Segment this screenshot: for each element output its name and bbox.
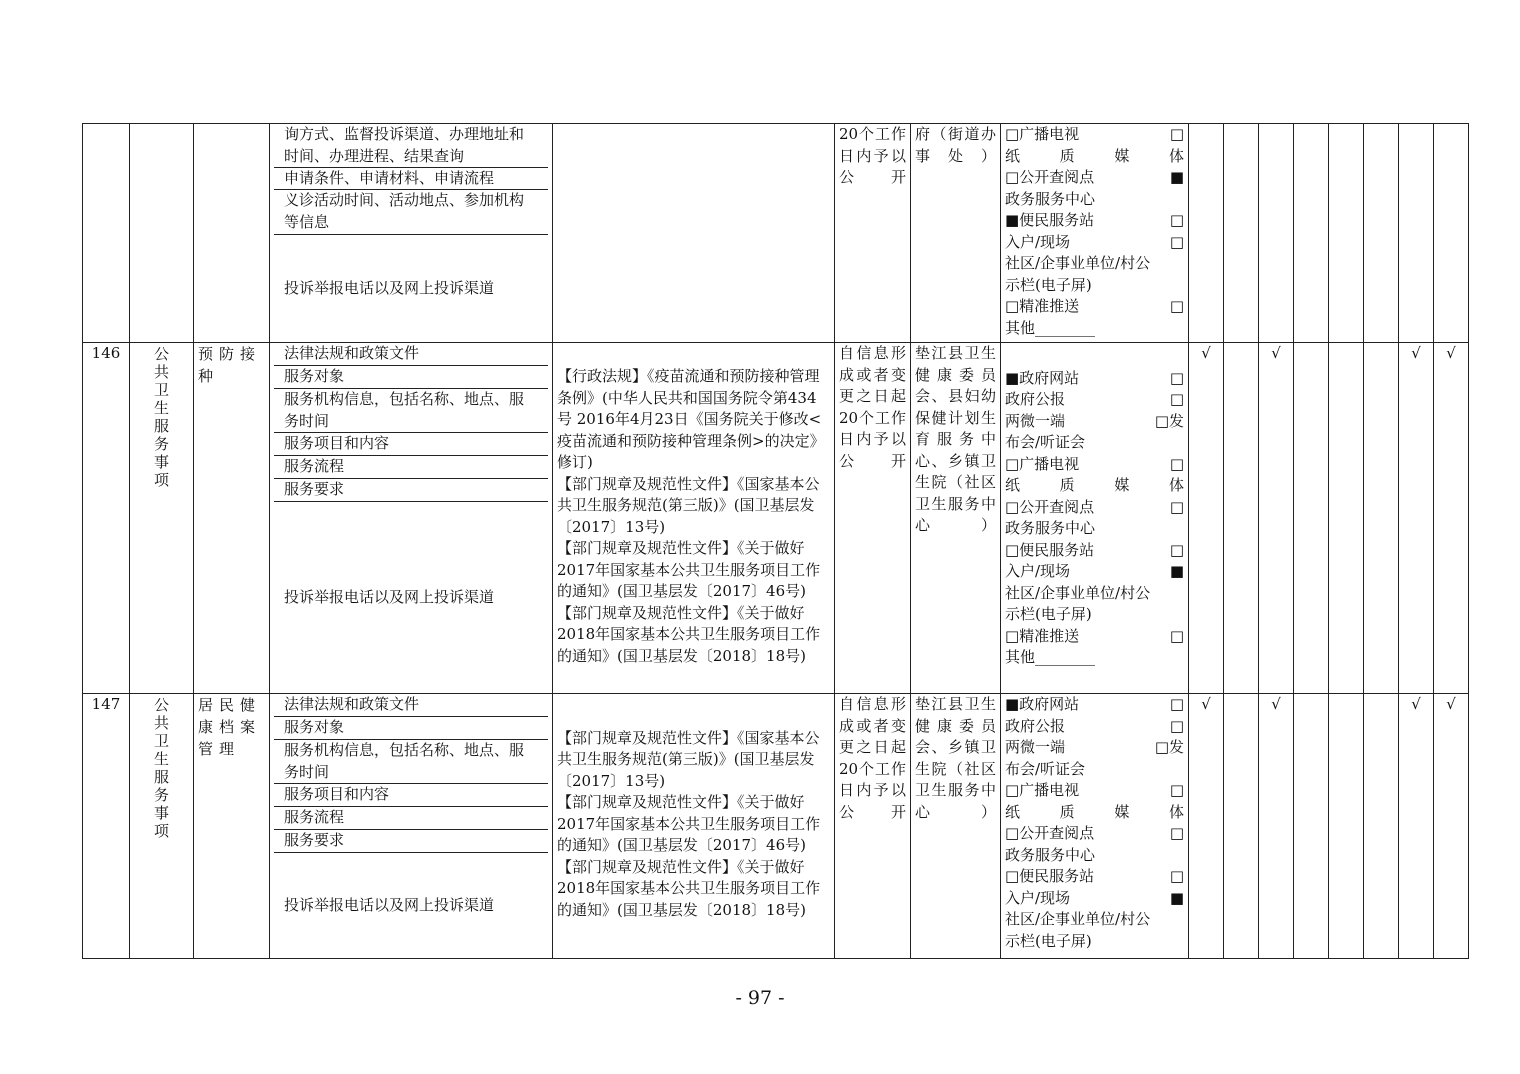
channel-text: 布会/听证会 (1005, 759, 1086, 778)
channel-text: 纸 (1005, 476, 1021, 494)
check-cell (1224, 694, 1259, 959)
check-cell (1294, 343, 1329, 694)
check-cell: √ (1434, 694, 1469, 959)
subject-text: 垫江县卫生健康委员会、县妇幼保健计划生育服务中心、乡镇卫生院（社区卫生服务中心） (915, 344, 996, 534)
channel-text: 媒 (1114, 146, 1130, 165)
channel-line (1005, 694, 1184, 716)
number-cell (83, 124, 130, 343)
content-cell (270, 343, 553, 694)
content-item: 服务流程 (274, 807, 548, 830)
channel-line (1005, 124, 1184, 146)
category-cell (130, 124, 194, 343)
channel-text: 两微一端 (1005, 738, 1066, 756)
channel-line (1005, 716, 1184, 738)
channel-text: □ (1169, 368, 1184, 387)
check-cell (1294, 124, 1329, 343)
time-text: 自信息形成或者变更之日起20个工作日内予以公开 (839, 695, 906, 821)
channel-text: □ (1169, 781, 1184, 799)
channel-text: 示栏(电子屏) (1005, 931, 1092, 950)
channel-text: 入户/现场 (1005, 562, 1071, 580)
channel-line (1005, 780, 1184, 802)
channel-text: □ (1169, 211, 1184, 229)
check-cell: √ (1399, 343, 1434, 694)
check-cell (1224, 124, 1259, 343)
time-cell (835, 343, 911, 694)
content-item: 投诉举报电话以及网上投诉渠道 (284, 587, 495, 606)
item-name: 居民健康档案管理 (198, 696, 262, 758)
channel-text: 入户/现场 (1005, 888, 1071, 907)
content-item: 服务项目和内容 (274, 433, 548, 456)
channel-text: □发 (1154, 738, 1184, 756)
channel-line (1005, 432, 1184, 454)
basis-cell (553, 694, 835, 959)
basis-cell (553, 343, 835, 694)
channel-text: ■政府网站 (1005, 695, 1080, 713)
channel-text: 政务服务中心 (1005, 519, 1096, 537)
item-name-cell (194, 694, 270, 959)
channel-text: 政府公报 (1005, 716, 1066, 735)
check-cell: √ (1259, 694, 1294, 959)
channel-text: □ (1169, 540, 1184, 559)
check-cell (1189, 124, 1224, 343)
channel-text: 示栏(电子屏) (1005, 605, 1092, 623)
content-item: 服务机构信息，包括名称、地点、服务时间 (274, 389, 548, 433)
channel-line (1005, 497, 1184, 519)
check-cell (1434, 124, 1469, 343)
check-cell (1364, 694, 1399, 959)
check-cell: √ (1189, 694, 1224, 959)
channel-line (1005, 931, 1184, 953)
subject-cell (911, 694, 1001, 959)
time-cell (835, 124, 911, 343)
content-item: 投诉举报电话以及网上投诉渠道 (284, 278, 495, 297)
channel-text: □ (1169, 626, 1184, 645)
channel-text: □广播电视 (1005, 125, 1080, 143)
name-cell (194, 124, 270, 343)
channel-text: ■便民服务站 (1005, 211, 1095, 229)
channel-line (1005, 759, 1184, 781)
channel-text: □广播电视 (1005, 454, 1080, 473)
channel-line (1005, 411, 1184, 433)
channel-text: 布会/听证会 (1005, 433, 1086, 451)
channel-line (1005, 232, 1184, 254)
content-cell (270, 694, 553, 959)
check-cell (1294, 694, 1329, 959)
check-cell (1364, 124, 1399, 343)
channel-text: 体 (1168, 146, 1184, 165)
channel-text: 质 (1059, 802, 1075, 821)
channel-line (1005, 475, 1184, 497)
channel-line (1005, 454, 1184, 476)
content-item: 投诉举报电话以及网上投诉渠道 (284, 895, 495, 914)
channel-text: ■政府网站 (1005, 368, 1080, 387)
subject-cell (911, 124, 1001, 343)
channel-text: ■ (1169, 888, 1184, 907)
channel-text: 社区/企事业单位/村公 (1005, 583, 1151, 602)
channel-text: □ (1169, 695, 1184, 713)
channel-text: □公开查阅点 (1005, 168, 1095, 186)
channel-text: 入户/现场 (1005, 232, 1071, 251)
item-name: 预防接种 (198, 345, 262, 385)
check-cell (1329, 343, 1364, 694)
channel-text: 质 (1059, 146, 1075, 165)
disclosure-table (82, 123, 1469, 959)
channel-text: 政务服务中心 (1005, 845, 1096, 864)
channel-text: □ (1169, 125, 1184, 143)
table-row (83, 343, 1469, 694)
channel-line (1005, 583, 1184, 605)
time-cell (835, 694, 911, 959)
content-item: 服务对象 (274, 366, 548, 389)
time-text: 20个工作日内予以公开 (839, 125, 906, 186)
subject-text: 府（街道办事处） (915, 125, 996, 165)
channel-line (1005, 389, 1184, 411)
check-cell: √ (1434, 343, 1469, 694)
check-cell: √ (1259, 343, 1294, 694)
channel-text: 两微一端 (1005, 411, 1066, 430)
channel-line (1005, 888, 1184, 910)
channel-text: ■ (1169, 562, 1184, 580)
check-cell (1399, 124, 1434, 343)
channel-text: □发 (1154, 411, 1184, 430)
content-item: 询方式、监督投诉渠道、办理地址和时间、办理进程、结果查询 (274, 124, 548, 168)
content-item: 服务要求 (274, 479, 548, 502)
channel-text: 社区/企事业单位/村公 (1005, 254, 1151, 272)
channel-text: □ (1169, 497, 1184, 516)
channel-cell (1001, 694, 1189, 959)
time-text: 自信息形成或者变更之日起20个工作日内予以公开 (839, 344, 906, 470)
channel-line (1005, 318, 1184, 340)
category-text: 公共卫生服务事项 (153, 696, 169, 840)
channel-line (1005, 802, 1184, 824)
content-item: 服务要求 (274, 830, 548, 853)
channel-text: □精准推送 (1005, 626, 1080, 645)
content-item: 服务项目和内容 (274, 784, 548, 807)
basis-text: 【行政法规】《疫苗流通和预防接种管理条例》(中华人民共和国国务院令第434号 2016年4月23日《国务院关于修改<疫苗流通和预防接种管理条例>的决定》修订) 【部门规章及规范性文件】《国家基本公共卫生服务规范(第三版)》(国卫基层发〔2017〕13号) 【部门规章及规范性文件】《关于做好2017年国家基本公共卫生服务项目工作的通知》(国卫基层发〔2017〕46号) 【部门规章及规范性文件】《关于做好2018年国家基本公共卫生服务项目工作的通知》(国卫基层发〔2018〕18号) (557, 367, 825, 665)
row-number: 146 (83, 343, 130, 694)
channel-line (1005, 518, 1184, 540)
channel-line (1005, 296, 1184, 318)
basis-cell (553, 124, 835, 343)
channel-line (1005, 823, 1184, 845)
channel-text: □ (1169, 454, 1184, 473)
check-cell (1259, 124, 1294, 343)
channel-text: ■ (1169, 168, 1184, 186)
channel-text: 纸 (1005, 146, 1021, 165)
channel-text: □广播电视 (1005, 781, 1080, 799)
subject-text: 垫江县卫生健康委员会、乡镇卫生院（社区卫生服务中心） (915, 695, 996, 821)
channel-line (1005, 737, 1184, 759)
channel-line (1005, 561, 1184, 583)
channel-text: 其他________ (1005, 318, 1096, 337)
content-item: 服务机构信息，包括名称、地点、服务时间 (274, 740, 548, 784)
content-item: 服务对象 (274, 717, 548, 740)
channel-text: □ (1169, 232, 1184, 251)
channel-text: 纸 (1005, 802, 1021, 821)
content-cell (270, 124, 553, 343)
channel-line (1005, 604, 1184, 626)
channel-text: □ (1169, 716, 1184, 735)
channel-cell (1001, 343, 1189, 694)
channel-text: □便民服务站 (1005, 540, 1095, 559)
channel-line (1005, 626, 1184, 648)
channel-text: 其他________ (1005, 648, 1096, 666)
content-item: 法律法规和政策文件 (274, 694, 548, 717)
channel-line (1005, 368, 1184, 390)
check-cell: √ (1189, 343, 1224, 694)
channel-line (1005, 189, 1184, 211)
channel-line (1005, 210, 1184, 232)
check-cell: √ (1399, 694, 1434, 959)
channel-text: 政府公报 (1005, 390, 1066, 408)
channel-text: □ (1169, 867, 1184, 885)
channel-line (1005, 146, 1184, 168)
category-cell (130, 694, 194, 959)
channel-text: □精准推送 (1005, 297, 1080, 315)
content-item: 义诊活动时间、活动地点、参加机构等信息 (274, 190, 548, 235)
channel-line (1005, 253, 1184, 275)
content-item: 申请条件、申请材料、申请流程 (274, 168, 548, 190)
item-name-cell (194, 343, 270, 694)
check-cell (1364, 343, 1399, 694)
channel-line (1005, 647, 1184, 669)
channel-line (1005, 275, 1184, 297)
channel-line (1005, 866, 1184, 888)
channel-line (1005, 167, 1184, 189)
content-item: 法律法规和政策文件 (274, 343, 548, 366)
channel-text: □公开查阅点 (1005, 824, 1095, 842)
channel-text: 示栏(电子屏) (1005, 275, 1092, 294)
table-row-continuation (83, 124, 1469, 343)
channel-line (1005, 540, 1184, 562)
content-item: 服务流程 (274, 456, 548, 479)
channel-text: □公开查阅点 (1005, 497, 1095, 516)
channel-text: 媒 (1114, 802, 1130, 821)
channel-line (1005, 845, 1184, 867)
category-text: 公共卫生服务事项 (153, 345, 169, 489)
check-cell (1329, 124, 1364, 343)
channel-text: 社区/企事业单位/村公 (1005, 910, 1151, 928)
channel-line (1005, 909, 1184, 931)
channel-text: □ (1169, 297, 1184, 315)
page-number: - 97 - (735, 987, 785, 1009)
channel-cell (1001, 124, 1189, 343)
basis-text: 【部门规章及规范性文件】《国家基本公共卫生服务规范(第三版)》(国卫基层发〔2017〕13号) 【部门规章及规范性文件】《关于做好2017年国家基本公共卫生服务项目工作的通知》(国卫基层发〔2017〕46号) 【部门规章及规范性文件】《关于做好2018年国家基本公共卫生服务项目工作的通知》(国卫基层发〔2018〕18号) (557, 728, 821, 919)
row-number: 147 (83, 694, 130, 959)
channel-text: 政务服务中心 (1005, 189, 1096, 208)
check-cell (1329, 694, 1364, 959)
channel-text: 质 (1059, 476, 1075, 494)
check-cell (1224, 343, 1259, 694)
channel-text: □便民服务站 (1005, 867, 1095, 885)
table-row (83, 694, 1469, 959)
channel-text: 媒 (1114, 476, 1130, 494)
subject-cell (911, 343, 1001, 694)
channel-text: 体 (1168, 802, 1184, 821)
channel-text: □ (1169, 824, 1184, 842)
channel-text: 体 (1168, 476, 1184, 494)
channel-text: □ (1169, 390, 1184, 408)
category-cell (130, 343, 194, 694)
